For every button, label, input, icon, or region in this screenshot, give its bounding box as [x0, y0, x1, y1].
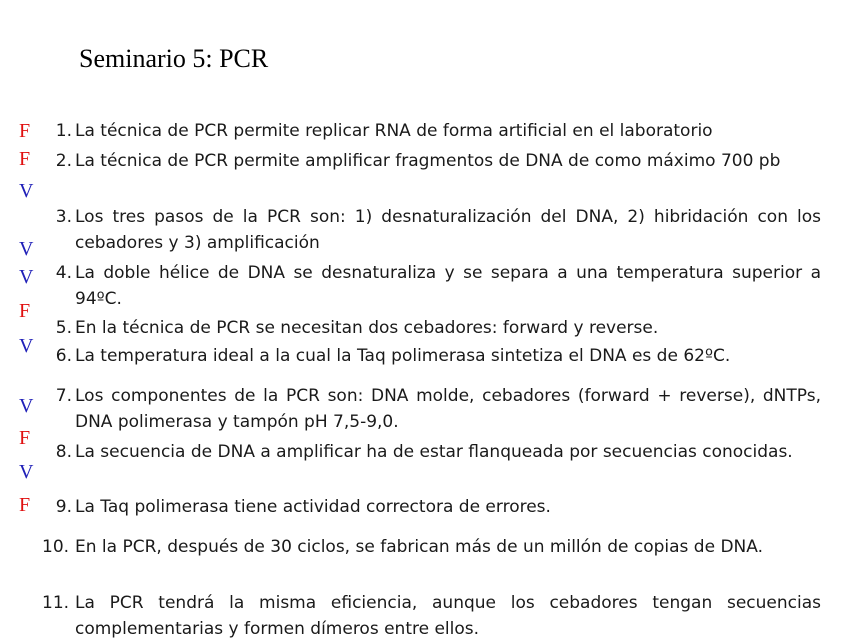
answer-mark: F	[19, 300, 31, 322]
answer-mark: V	[19, 461, 34, 483]
answer-mark: V	[19, 238, 34, 260]
question-number: 9.	[55, 497, 72, 517]
question-number: 8.	[55, 442, 72, 462]
answer-mark: V	[19, 395, 34, 417]
question-text: La PCR tendrá la misma eficiencia, aunque los cebadores tengan secuencias complementarias y formen dímeros entre ellos.	[75, 593, 821, 639]
answer-mark: V	[19, 180, 34, 202]
question-number: 7.	[55, 386, 72, 406]
question-number: 6.	[55, 346, 72, 366]
page-title: Seminario 5: PCR	[79, 44, 269, 73]
question-text: En la técnica de PCR se necesitan dos cebadores: forward y reverse.	[75, 318, 659, 338]
question-number: 10.	[42, 537, 70, 557]
question-text: La secuencia de DNA a amplificar ha de estar flanqueada por secuencias conocidas.	[75, 442, 793, 462]
answer-mark: F	[19, 148, 31, 170]
question-text: Los tres pasos de la PCR son: 1) desnaturalización del DNA, 2) hibridación con los cebadores y 3) amplificación	[75, 207, 821, 253]
question-number: 1.	[55, 121, 72, 141]
answer-mark: F	[19, 120, 31, 142]
answer-mark: V	[19, 266, 34, 288]
answer-mark: V	[19, 335, 34, 357]
answer-mark: F	[19, 427, 31, 449]
question-text: La doble hélice de DNA se desnaturaliza y se separa a una temperatura superior a 94ºC.	[75, 263, 821, 309]
question-number: 5.	[55, 318, 72, 338]
question-number: 11.	[42, 593, 70, 613]
question-text: La técnica de PCR permite replicar RNA de forma artificial en el laboratorio	[75, 121, 713, 141]
question-number: 3.	[55, 207, 72, 227]
question-text: La Taq polimerasa tiene actividad correctora de errores.	[75, 497, 551, 517]
question-number: 2.	[55, 151, 72, 171]
answer-mark: F	[19, 494, 31, 516]
question-text: En la PCR, después de 30 ciclos, se fabrican más de un millón de copias de DNA.	[75, 537, 764, 557]
question-text: La técnica de PCR permite amplificar fragmentos de DNA de como máximo 700 pb	[75, 151, 781, 171]
question-number: 4.	[55, 263, 72, 283]
question-text: La temperatura ideal a la cual la Taq polimerasa sintetiza el DNA es de 62ºC.	[75, 346, 731, 366]
question-text: Los componentes de la PCR son: DNA molde, cebadores (forward + reverse), dNTPs, DNA polimerasa y tampón pH 7,5-9,0.	[75, 386, 821, 432]
